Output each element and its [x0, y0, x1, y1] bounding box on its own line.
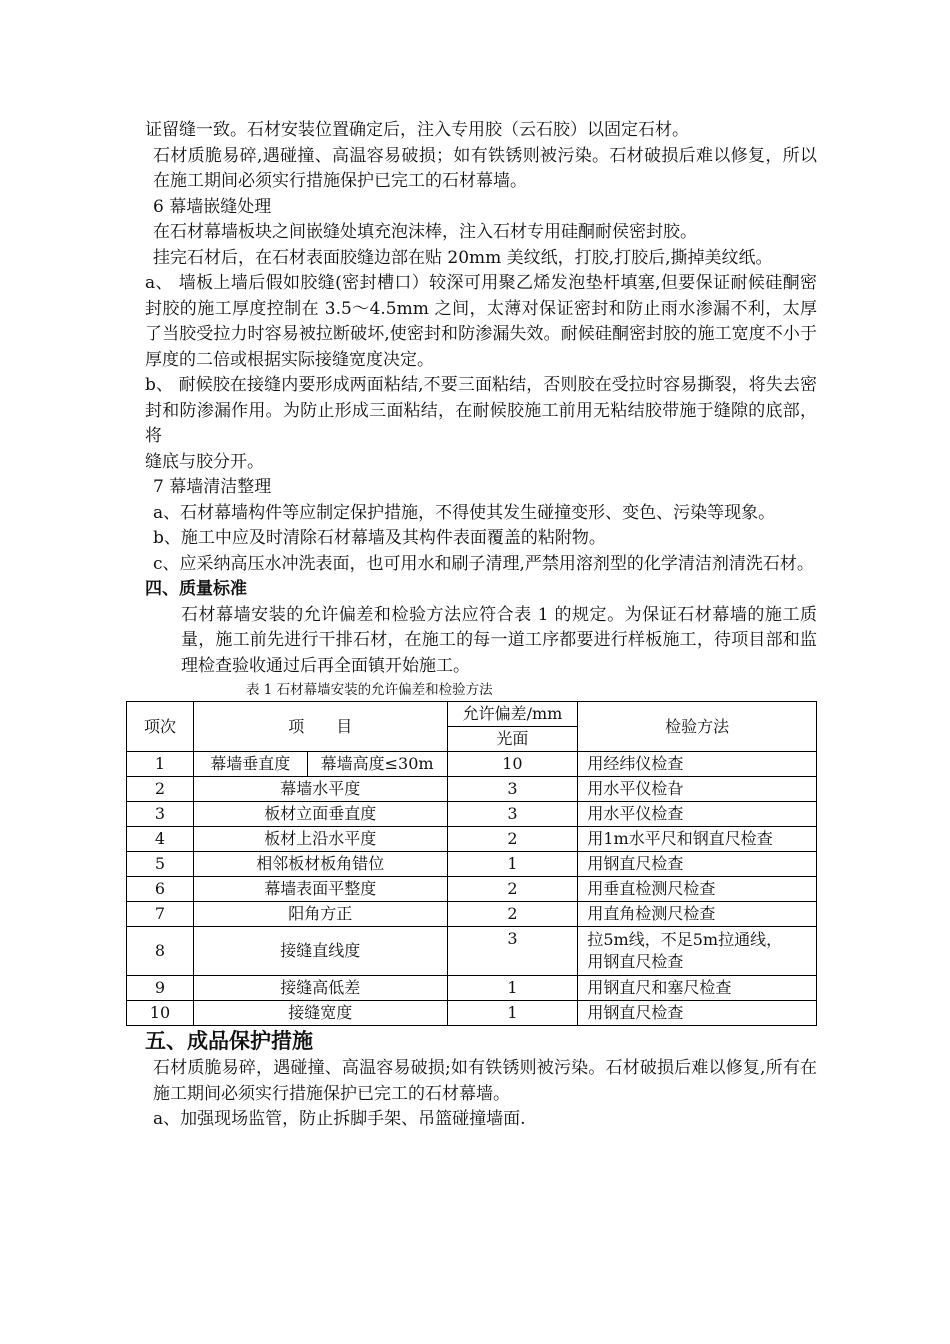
header-no: 项次 [127, 702, 194, 752]
table-row [127, 902, 817, 927]
table-row [127, 802, 817, 827]
paragraph-a: a、 墙板上墙后假如胶缝(密封槽口）较深可用聚乙烯发泡垫杆填塞,但要保证耐候硅酮密封胶的施工厚度控制在 3.5～4.5mm 之间，太薄对保证密封和防止雨水渗漏不利，太厚了当胶受拉力时容易被拉断破坏,使密封和防渗漏失效。耐候硅酮密封胶的施工宽度不小于厚度的二倍或根据实际接缝宽度决定。 [145, 273, 817, 370]
paragraph: a、石材幕墙构件等应制定保护措施，不得使其发生碰撞变形、变色、污染等现象。 [153, 502, 776, 523]
table-row [127, 976, 817, 1001]
document-page [145, 118, 817, 1133]
paragraph: 证留缝一致。石材安装位置确定后，注入专用胶（云石胶）以固定石材。 [145, 120, 689, 140]
cell-item: 接缝高低差 [193, 976, 447, 1001]
cell-no: 5 [127, 852, 194, 877]
section4-text-content: 石材幕墙安装的允许偏差和检验方法应符合表 1 的规定。为保证石材幕墙的施工质量，施工前先进行干排石材，在施工的每一道工序都要进行样板施工，待项目部和监理检查验收通过后再全面镇开始施工。 [181, 604, 817, 676]
header-item: 项 目 [193, 702, 447, 752]
cell-method-line: 拉5m线，不足5m拉通线， [587, 930, 783, 949]
cell-item: 板材立面垂直度 [193, 802, 447, 827]
cell-no: 4 [127, 827, 194, 852]
subheading-7: 7 幕墙清洁整理 [153, 477, 272, 497]
cell-no: 3 [127, 802, 194, 827]
section-heading-5: 五、成品保护措施 [145, 1028, 313, 1053]
cell-method: 用经纬仪检查 [578, 752, 817, 777]
cell-item: 接缝宽度 [193, 1001, 447, 1026]
cell-value: 3 [447, 927, 578, 976]
table-row [127, 852, 817, 877]
table-row [127, 1001, 817, 1026]
cell-item: 幕墙表面平整度 [193, 877, 447, 902]
cell-item: 幕墙垂直度 [193, 752, 307, 777]
header-tolerance: 允许偏差/mm [447, 702, 578, 727]
cell-method: 用1m水平尺和钢直尺检查 [578, 827, 817, 852]
cell-method: 用钢直尺检查 [578, 1001, 817, 1026]
cell-value: 1 [447, 1001, 578, 1026]
cell-value: 10 [447, 752, 578, 777]
cell-no: 10 [127, 1001, 194, 1026]
cell-method: 用垂直检测尺检查 [578, 877, 817, 902]
paragraph: c、应采纳高压水冲洗表面，也可用水和刷子清理,严禁用溶剂型的化学清洁剂清洗石材。 [153, 553, 814, 574]
cell-method-line: 用钢直尺检查 [587, 952, 684, 971]
header-method: 检验方法 [578, 702, 817, 752]
cell-no: 1 [127, 752, 194, 777]
cell-item: 阳角方正 [193, 902, 447, 927]
header-surface: 光面 [447, 727, 578, 752]
section-heading-4: 四、质量标准 [145, 579, 247, 599]
cell-item: 板材上沿水平度 [193, 827, 447, 852]
table-row [127, 877, 817, 902]
cell-item: 相邻板材板角错位 [193, 852, 447, 877]
cell-no: 6 [127, 877, 194, 902]
paragraph: 在石材幕墙板块之间嵌缝处填充泡沫棒，注入石材专用硅酮耐侯密封胶。 [153, 222, 697, 242]
cell-item: 接缝直线度 [193, 927, 447, 976]
cell-no: 9 [127, 976, 194, 1001]
tolerance-table [126, 701, 817, 1026]
cell-value: 2 [447, 827, 578, 852]
cell-no: 7 [127, 902, 194, 927]
cell-item-sub: 幕墙高度≤30m [307, 752, 447, 777]
table-row [127, 927, 817, 976]
paragraph-b: b、 耐候胶在接缝内要形成两面粘结,不要三面粘结，否则胶在受拉时容易撕裂，将失去密封和防渗漏作用。为防止形成三面粘结，在耐候胶施工前用无粘结胶带施于缝隙的底部，将 [145, 375, 817, 446]
table-row [127, 752, 817, 777]
paragraph: 缝底与胶分开。 [145, 451, 264, 472]
paragraph: b、施工中应及时清除石材幕墙及其构件表面覆盖的粘附物。 [153, 528, 606, 548]
cell-value: 3 [447, 777, 578, 802]
table-row [127, 827, 817, 852]
section4-text [145, 603, 817, 680]
cell-method: 用钢直尺和塞尺检查 [578, 976, 817, 1001]
paragraph: a、加强现场监管，防止拆脚手架、吊篮碰撞墙面. [153, 1109, 526, 1129]
cell-value: 2 [447, 902, 578, 927]
paragraph: 挂完石材后，在石材表面胶缝边部在贴 20mm 美纹纸，打胶,打胶后,撕掉美纹纸。 [153, 247, 773, 268]
cell-value: 1 [447, 976, 578, 1001]
cell-method: 用水平仪检查 [578, 802, 817, 827]
table-row [127, 777, 817, 802]
table-caption: 表 1 石材幕墙安装的允许偏差和检验方法 [246, 682, 493, 698]
cell-value: 1 [447, 852, 578, 877]
cell-method: 用直角检测尺检查 [578, 902, 817, 927]
cell-item: 幕墙水平度 [193, 777, 447, 802]
paragraph: 石材质脆易碎，遇碰撞、高温容易破损;如有铁锈则被污染。石材破损后难以修复,所有在施工期间必须实行措施保护已完工的石材幕墙。 [153, 1058, 817, 1104]
cell-no: 2 [127, 777, 194, 802]
paragraph: 石材质脆易碎,遇碰撞、高温容易破损；如有铁锈则被污染。石材破损后难以修复，所以在施工期间必须实行措施保护已完工的石材幕墙。 [153, 145, 817, 191]
cell-method [578, 927, 817, 976]
cell-value: 2 [447, 877, 578, 902]
cell-value: 3 [447, 802, 578, 827]
cell-no: 8 [127, 927, 194, 976]
cell-method: 用水平仪检旮 [578, 777, 817, 802]
cell-method: 用钢直尺检查 [578, 852, 817, 877]
subheading-6: 6 幕墙嵌缝处理 [153, 196, 272, 217]
